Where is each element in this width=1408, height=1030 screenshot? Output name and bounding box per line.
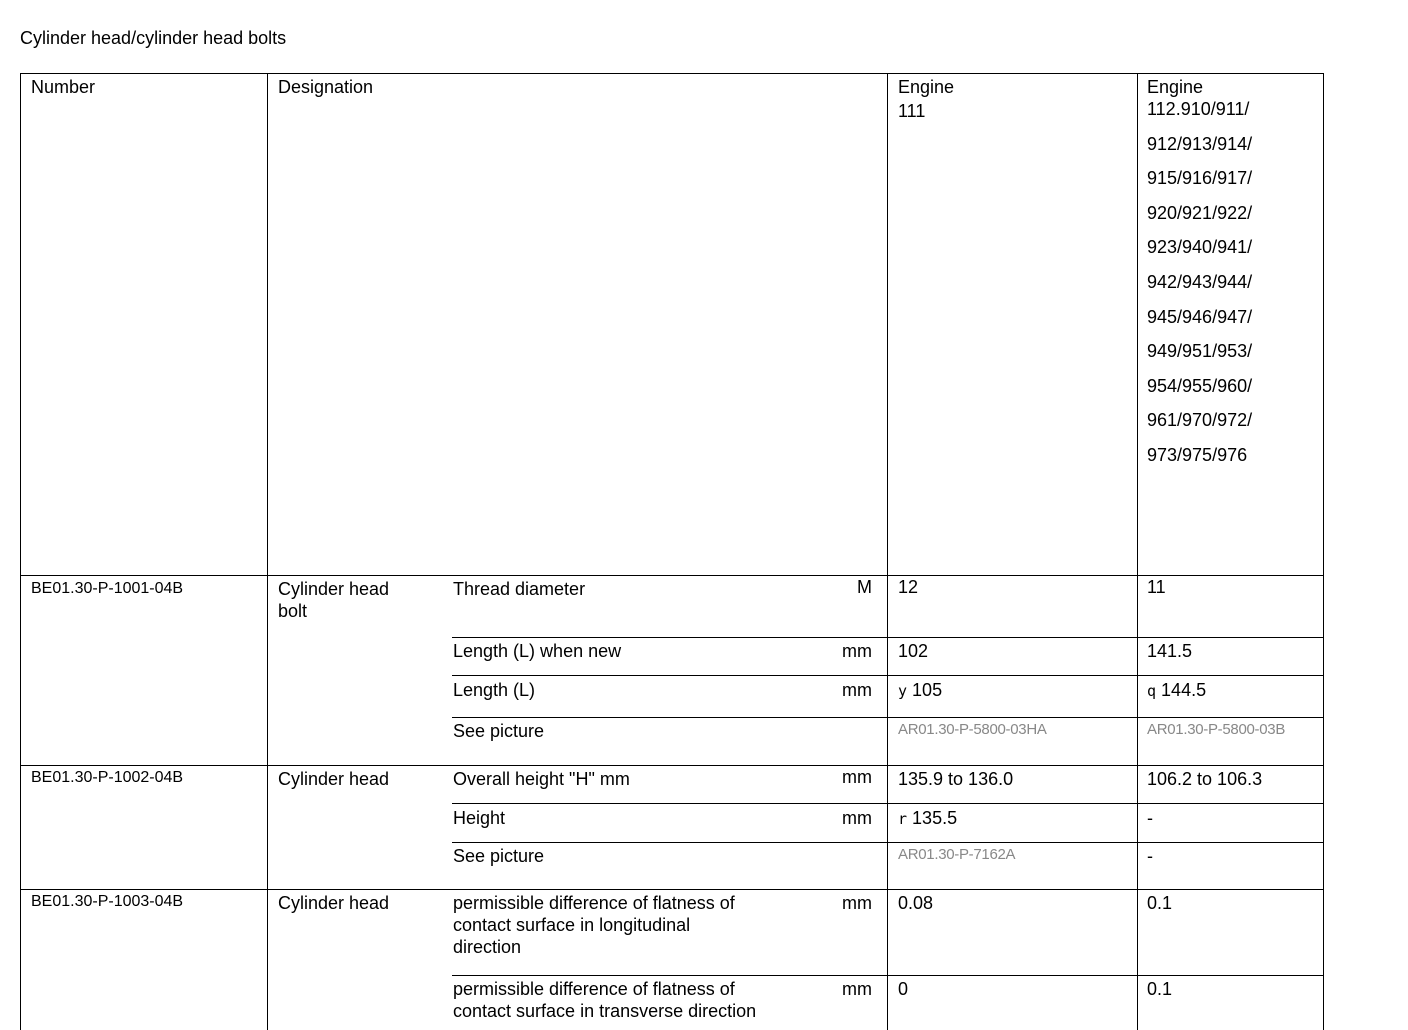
group-designation: Cylinder head [278, 769, 390, 789]
group-designation: bolt [278, 601, 308, 621]
engine1-value: 135.9 to 136.0 [898, 769, 1014, 789]
param-flatness-transverse: permissible difference of flatness of contact surface in transverse direction [453, 979, 757, 1021]
unit: M [857, 577, 872, 597]
header-number: Number [31, 77, 96, 97]
engine-code-line: 915/916/917/ [1147, 168, 1253, 189]
unit: mm [842, 767, 872, 787]
engine1-value: 0.08 [898, 893, 934, 913]
engine1-value: y 105 [898, 680, 943, 700]
param-thread-diameter: Thread diameter [453, 579, 586, 599]
engine2-value: 141.5 [1147, 641, 1193, 661]
engine1-value: 12 [898, 577, 919, 597]
engine-code-line: 923/940/941/ [1147, 237, 1253, 258]
engine2-value: - [1147, 808, 1153, 828]
engine-code-line: 942/943/944/ [1147, 271, 1253, 292]
param-overall-height: Overall height "H" mm [453, 769, 630, 789]
engine2-value: 11 [1147, 577, 1166, 597]
group-number: BE01.30-P-1003-04B [31, 893, 184, 910]
picture-reference-link[interactable]: AR01.30-P-5800-03B [1147, 721, 1286, 738]
limit-symbol: r [898, 810, 908, 828]
group-number: BE01.30-P-1001-04B [31, 580, 184, 597]
engine2-value: 0.1 [1147, 979, 1173, 999]
limit-symbol: q [1147, 682, 1157, 700]
page-title: Cylinder head/cylinder head bolts [20, 28, 287, 48]
group-designation: Cylinder head [278, 579, 390, 599]
param-length: Length (L) [453, 680, 536, 700]
param-flatness-longitudinal: permissible difference of flatness of contact surface in longitudinal direction [453, 893, 735, 957]
engine-code-line: 912/913/914/ [1147, 133, 1253, 154]
header-engine2-list [1147, 92, 1252, 473]
header-engine1-label: Engine [898, 77, 955, 97]
engine-code-line: 112.910/911/ [1147, 99, 1250, 119]
param-see-picture: See picture [453, 721, 545, 741]
engine1-value: 102 [898, 641, 929, 661]
picture-reference-link[interactable]: AR01.30-P-7162A [898, 846, 1016, 863]
engine-code-line: 949/951/953/ [1147, 341, 1253, 362]
header-engine2-label: Engine [1147, 77, 1204, 97]
param-height: Height [453, 808, 506, 828]
unit: mm [842, 979, 872, 999]
engine2-value: q 144.5 [1147, 680, 1207, 700]
engine2-value: - [1147, 846, 1153, 866]
engine1-value: r 135.5 [898, 808, 958, 828]
header-engine1-value: 111 [898, 101, 926, 121]
limit-symbol: y [898, 682, 908, 700]
engine-code-line: 954/955/960/ [1147, 375, 1253, 396]
unit: mm [842, 808, 872, 828]
engine2-value: 106.2 to 106.3 [1147, 769, 1263, 789]
picture-reference-link[interactable]: AR01.30-P-5800-03HA [898, 721, 1047, 738]
param-see-picture: See picture [453, 846, 545, 866]
unit: mm [842, 893, 872, 913]
engine-code-line: 920/921/922/ [1147, 202, 1253, 223]
group-number: BE01.30-P-1002-04B [31, 769, 184, 786]
engine-code-line: 945/946/947/ [1147, 306, 1253, 327]
unit: mm [842, 641, 872, 661]
unit: mm [842, 680, 872, 700]
engine2-value: 0.1 [1147, 893, 1173, 913]
engine-code-line: 961/970/972/ [1147, 410, 1253, 431]
param-length-new: Length (L) when new [453, 641, 622, 661]
header-designation: Designation [278, 77, 374, 97]
engine1-value: 0 [898, 979, 909, 999]
engine-code-line: 973/975/976 [1147, 444, 1248, 465]
group-designation: Cylinder head [278, 893, 390, 913]
